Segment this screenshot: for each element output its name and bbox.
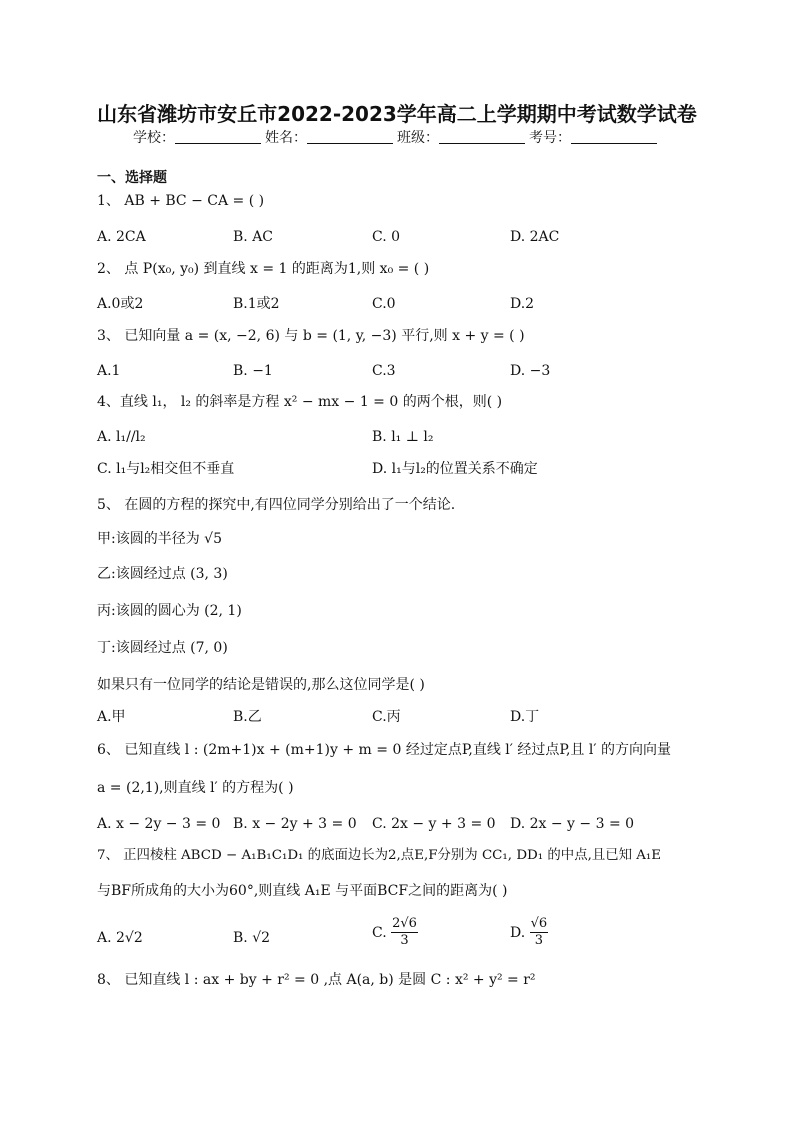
name-blank [307,129,393,144]
exam-title: 山东省潍坊市安丘市2022-2023学年高二上学期期中考试数学试卷 [97,102,697,126]
q5-option-c: C.丙 [372,709,401,725]
class-blank [439,129,525,144]
q4-option-b: B. l₁ ⊥ l₂ [372,429,434,445]
q6-option-a: A. x − 2y − 3 = 0 [97,816,221,832]
q7-option-d-denominator: 3 [534,933,544,948]
q7-option-c-fraction [391,916,418,949]
q6-option-b: B. x − 2y + 3 = 0 [233,816,357,832]
q3-option-a: A.1 [97,363,121,379]
q7-option-c [372,916,418,949]
q5-option-b: B.乙 [233,709,262,725]
number-blank [571,129,657,144]
q7-option-c-denominator: 3 [400,933,409,948]
q4-option-a: A. l₁//l₂ [97,429,146,445]
q5-statement-yi: 乙:该圆经过点 (3, 3) [97,566,228,582]
school-blank [175,129,261,144]
q6-option-d: D. 2x − y − 3 = 0 [510,816,635,832]
q2-option-c: C.0 [372,296,396,312]
q7-option-d [510,916,548,949]
question-6-stem-line1: 6、 已知直线 l : (2m+1)x + (m+1)y + m = 0 经过定点P,直线 l′ 经过点P,且 l′ 的方向向量 [97,742,671,758]
q1-option-b: B. AC [233,229,274,245]
q7-option-d-label: D. [510,924,526,941]
q2-option-d: D.2 [510,296,535,312]
question-1-stem: 1、 AB + BC − CA = ( ) [97,193,265,209]
q3-option-d: D. −3 [510,363,551,379]
student-info-line [0,127,794,147]
question-3-stem: 3、 已知向量 a = (x, −2, 6) 与 b = (1, y, −3) 平行,则 x + y = ( ) [97,328,525,344]
q4-option-c: C. l₁与l₂相交但不垂直 [97,461,235,477]
q1-option-a: A. 2CA [97,229,146,245]
q2-option-a: A.0或2 [97,296,144,312]
q7-option-c-numerator: 2√6 [392,916,417,931]
q7-option-b: B. √2 [233,930,271,946]
q5-option-d: D.丁 [510,709,540,725]
q1-option-d: D. 2AC [510,229,560,245]
question-8-stem: 8、 已知直线 l : ax + by + r² = 0 ,点 A(a, b) 是圆 C : x² + y² = r² [97,972,536,988]
q3-option-b: B. −1 [233,363,273,379]
q5-statement-jia: 甲:该圆的半径为 √5 [97,531,222,547]
q3-option-c: C.3 [372,363,396,379]
q2-option-b: B.1或2 [233,296,280,312]
question-7-stem-line2: 与BF所成角的大小为60°,则直线 A₁E 与平面BCF之间的距离为( ) [97,883,508,899]
q5-statement-bing: 丙:该圆的圆心为 (2, 1) [97,603,242,619]
q5-statement-ding: 丁:该圆经过点 (7, 0) [97,640,228,656]
q7-option-c-label: C. [372,924,387,941]
q7-option-d-fraction [530,916,549,949]
question-5-stem: 5、 在圆的方程的探究中,有四位同学分别给出了一个结论. [97,497,456,513]
question-2-stem: 2、 点 P(x₀, y₀) 到直线 x = 1 的距离为1,则 x₀ = ( ) [97,261,430,277]
q5-question: 如果只有一位同学的结论是错误的,那么这位同学是( ) [97,677,425,693]
school-label: 学校： [133,130,175,146]
question-6-stem-line2: a = (2,1),则直线 l′ 的方程为( ) [97,780,294,796]
q7-option-d-numerator: √6 [530,916,548,931]
q7-option-a: A. 2√2 [97,930,143,946]
q1-option-c: C. 0 [372,229,401,245]
q5-option-a: A.甲 [97,709,126,725]
number-label: 考号： [529,130,571,146]
question-7-stem-line1: 7、 正四棱柱 ABCD − A₁B₁C₁D₁ 的底面边长为2,点E,F分别为 CC₁, DD₁ 的中点,且已知 A₁E [97,848,662,863]
q4-option-d: D. l₁与l₂的位置关系不确定 [372,461,538,477]
q6-option-c: C. 2x − y + 3 = 0 [372,816,496,832]
name-label: 姓名： [265,130,307,146]
class-label: 班级： [397,130,439,146]
question-4-stem: 4、直线 l₁， l₂ 的斜率是方程 x² − mx − 1 = 0 的两个根，则( ) [97,394,503,410]
section-heading: 一、选择题 [97,170,167,186]
